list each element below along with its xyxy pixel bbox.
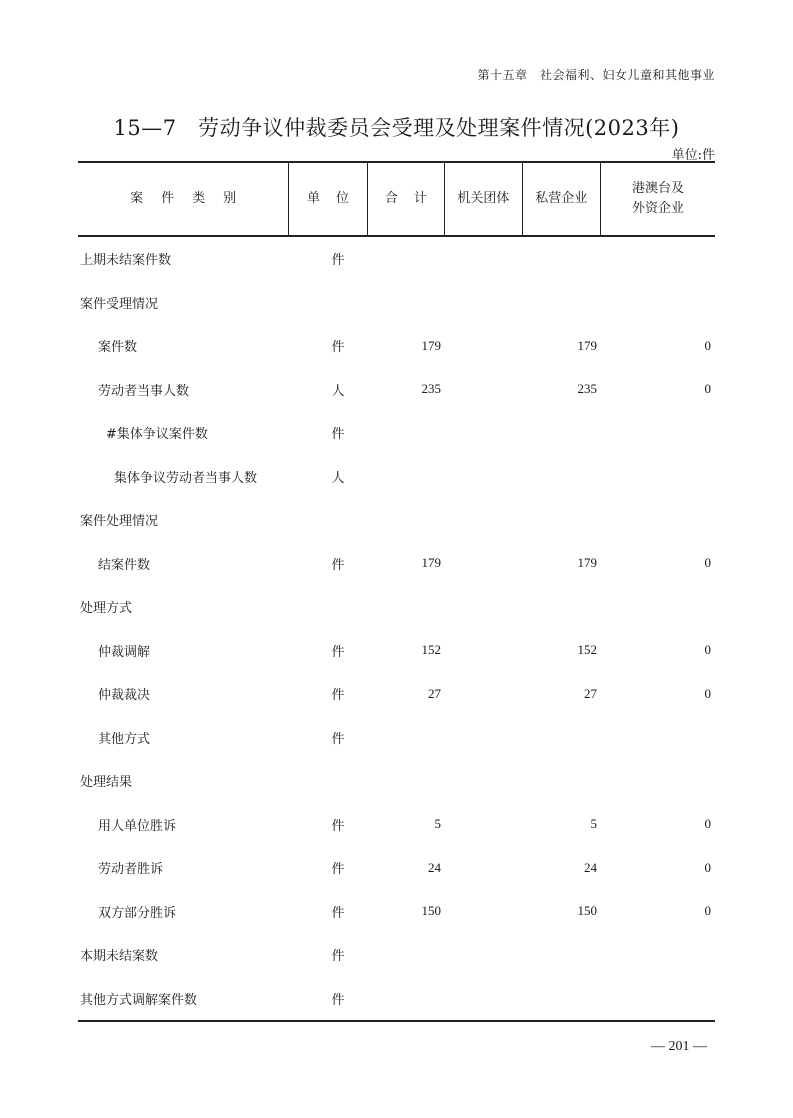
row-unit: 件 bbox=[331, 862, 345, 878]
page-number: — 201 — bbox=[651, 1039, 707, 1054]
row-label: 案件受理情况 bbox=[80, 296, 159, 312]
row-unit: 件 bbox=[331, 427, 345, 443]
table-row bbox=[78, 585, 715, 629]
row-label: 用人单位胜诉 bbox=[98, 818, 177, 834]
table-row bbox=[78, 324, 715, 368]
row-unit: 件 bbox=[331, 905, 345, 921]
cell-private: 152 bbox=[577, 642, 597, 658]
cell-total: 5 bbox=[434, 816, 441, 832]
table-row bbox=[78, 281, 715, 325]
cell-total: 179 bbox=[421, 555, 441, 571]
row-label: 处理结果 bbox=[80, 775, 133, 791]
cell-foreign: 0 bbox=[704, 555, 711, 571]
table-row bbox=[78, 542, 715, 586]
table-row bbox=[78, 237, 715, 281]
cell-total: 235 bbox=[421, 381, 441, 397]
row-unit: 件 bbox=[331, 557, 345, 573]
table-row bbox=[78, 716, 715, 760]
table-row bbox=[78, 759, 715, 803]
row-unit: 件 bbox=[331, 688, 345, 704]
row-label: 其他方式 bbox=[98, 731, 151, 747]
cell-private: 5 bbox=[590, 816, 597, 832]
row-label: 结案件数 bbox=[98, 557, 151, 573]
running-header: 第十五章 社会福利、妇女儿童和其他事业 bbox=[477, 68, 715, 82]
row-unit: 件 bbox=[331, 818, 345, 834]
col-header-private: 私营企业 bbox=[522, 163, 600, 235]
table-row bbox=[78, 498, 715, 542]
cell-total: 150 bbox=[421, 903, 441, 919]
table-row bbox=[78, 672, 715, 716]
col-header-unit: 单位 bbox=[288, 163, 366, 235]
statistics-table bbox=[78, 161, 715, 1022]
row-unit: 件 bbox=[331, 340, 345, 356]
row-unit: 件 bbox=[331, 253, 345, 269]
cell-private: 24 bbox=[584, 859, 597, 875]
cell-private: 179 bbox=[577, 337, 597, 353]
table-header bbox=[78, 163, 715, 237]
table-body bbox=[78, 237, 715, 1020]
row-unit: 人 bbox=[331, 383, 345, 399]
row-unit: 件 bbox=[331, 949, 345, 965]
cell-total: 27 bbox=[428, 685, 441, 701]
row-label: #集体争议案件数 bbox=[106, 427, 208, 443]
row-label: 劳动者当事人数 bbox=[98, 383, 190, 399]
cell-private: 179 bbox=[577, 555, 597, 571]
row-label: 仲裁裁决 bbox=[98, 688, 151, 704]
col-header-foreign: 港澳台及 外资企业 bbox=[600, 163, 715, 235]
row-unit: 件 bbox=[331, 731, 345, 747]
row-unit: 人 bbox=[331, 470, 345, 486]
table-row bbox=[78, 890, 715, 934]
cell-foreign: 0 bbox=[704, 859, 711, 875]
unit-note: 单位:件 bbox=[671, 148, 715, 163]
col-header-total: 合计 bbox=[367, 163, 444, 235]
row-label: 双方部分胜诉 bbox=[98, 905, 177, 921]
table-row bbox=[78, 455, 715, 499]
row-label: 本期未结案数 bbox=[80, 949, 159, 965]
table-row bbox=[78, 629, 715, 673]
table-title: 15—7 劳动争议仲裁委员会受理及处理案件情况(2023年) bbox=[113, 116, 680, 140]
cell-foreign: 0 bbox=[704, 816, 711, 832]
cell-private: 235 bbox=[577, 381, 597, 397]
cell-private: 27 bbox=[584, 685, 597, 701]
table-row bbox=[78, 411, 715, 455]
cell-foreign: 0 bbox=[704, 903, 711, 919]
cell-foreign: 0 bbox=[704, 337, 711, 353]
col-header-category: 案件类别 bbox=[130, 191, 255, 206]
cell-total: 152 bbox=[421, 642, 441, 658]
cell-foreign: 0 bbox=[704, 685, 711, 701]
row-label: 集体争议劳动者当事人数 bbox=[114, 470, 258, 486]
row-unit: 件 bbox=[331, 992, 345, 1008]
cell-private: 150 bbox=[577, 903, 597, 919]
row-label: 案件数 bbox=[98, 340, 138, 356]
table-row bbox=[78, 368, 715, 412]
row-label: 上期未结案件数 bbox=[80, 253, 172, 269]
cell-foreign: 0 bbox=[704, 642, 711, 658]
table-row bbox=[78, 846, 715, 890]
cell-total: 179 bbox=[421, 337, 441, 353]
row-unit: 件 bbox=[331, 644, 345, 660]
table-row bbox=[78, 977, 715, 1021]
row-label: 处理方式 bbox=[80, 601, 133, 617]
col-header-gov-orgs: 机关团体 bbox=[444, 163, 521, 235]
row-label: 劳动者胜诉 bbox=[98, 862, 164, 878]
table-row bbox=[78, 803, 715, 847]
cell-total: 24 bbox=[428, 859, 441, 875]
cell-foreign: 0 bbox=[704, 381, 711, 397]
row-label: 其他方式调解案件数 bbox=[80, 992, 198, 1008]
table-row bbox=[78, 933, 715, 977]
row-label: 案件处理情况 bbox=[80, 514, 159, 530]
row-label: 仲裁调解 bbox=[98, 644, 151, 660]
